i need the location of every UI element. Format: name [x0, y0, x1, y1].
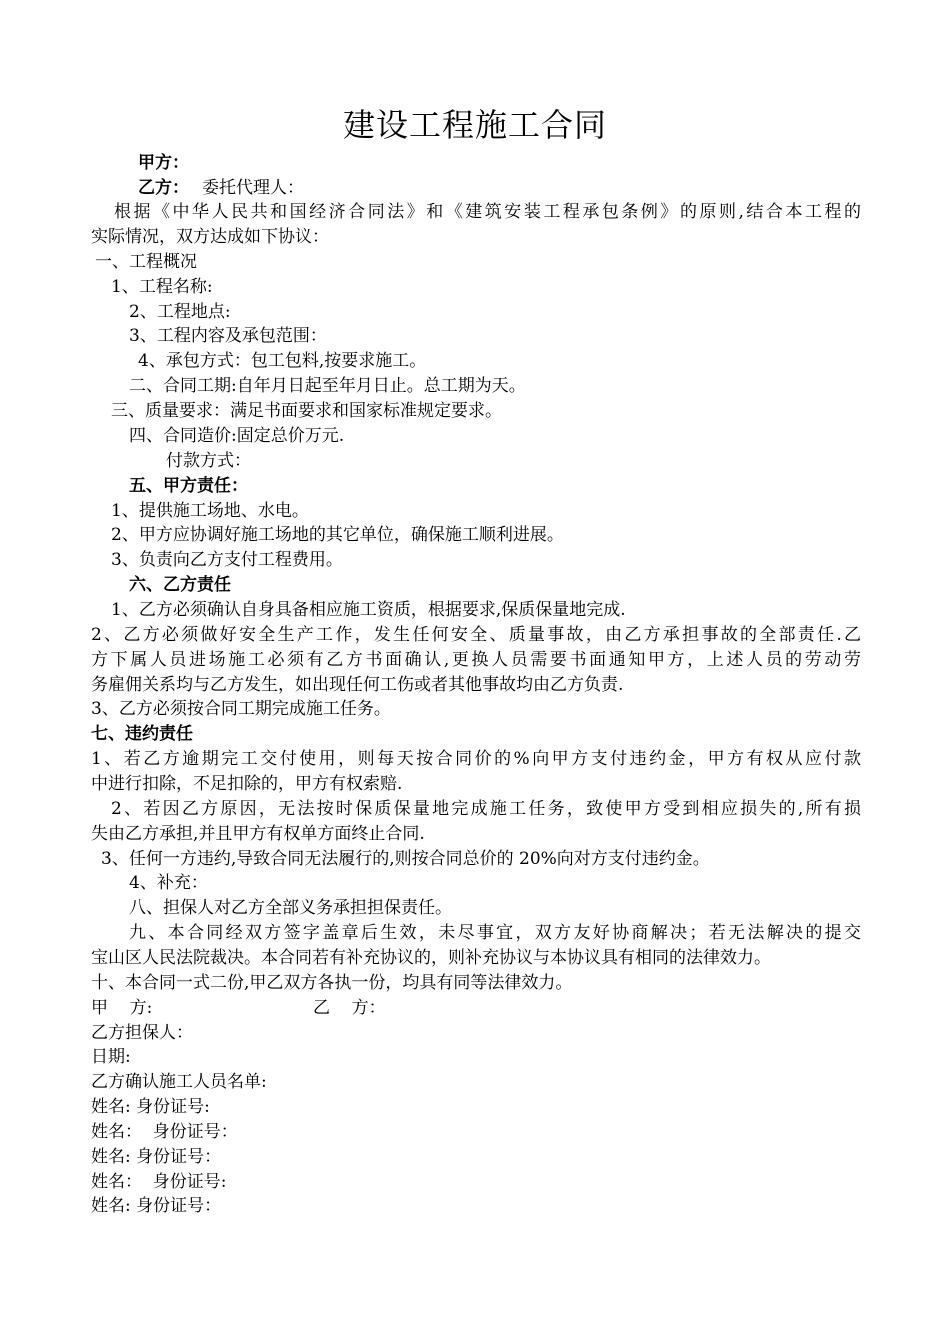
preamble-line-1: 根据《中华人民共和国经济合同法》和《建筑安装工程承包条例》的原则,结合本工程的	[114, 202, 861, 222]
section-9-line-1: 九、本合同经双方签字盖章后生效，未尽事宜，双方友好协商解决；若无法解决的提交	[129, 923, 861, 943]
section-6-item-2-line-1: 2、乙方必须做好安全生产工作，发生任何安全、质量事故，由乙方承担事故的全部责任.乙	[91, 625, 861, 645]
worker-row: 姓名: 身份证号:	[91, 1097, 210, 1117]
worker-row: 姓名: 身份证号：	[91, 1196, 222, 1216]
party-a-label: 甲方：	[138, 153, 189, 173]
agent-label: 委托代理人：	[202, 178, 304, 198]
section-4-price: 四、合同造价:固定总价万元.	[129, 426, 345, 446]
section-7-heading: 七、违约责任	[91, 724, 193, 744]
section-6-item-3: 3、乙方必须按合同工期完成施工任务。	[91, 699, 391, 719]
worker-row: 姓名： 身份证号：	[91, 1122, 238, 1142]
section-1-item-1: 1、工程名称:	[111, 277, 213, 297]
date-label: 日期:	[91, 1047, 131, 1067]
signature-party-b: 乙 方：	[313, 998, 386, 1018]
section-1-item-3: 3、工程内容及承包范围：	[129, 326, 327, 346]
section-3-quality: 三、质量要求：满足书面要求和国家标准规定要求。	[111, 401, 502, 421]
section-9-line-2: 宝山区人民法院裁决。本合同若有补充协议的，则补充协议与本协议具有相同的法律效力。	[91, 948, 771, 968]
section-7-item-4: 4、补充：	[129, 873, 208, 893]
section-5-heading: 五、甲方责任：	[129, 476, 248, 496]
worker-row: 姓名: 身份证号：	[91, 1147, 222, 1167]
section-10: 十、本合同一式二份,甲乙双方各执一份，均具有同等法律效力。	[91, 973, 573, 993]
section-5-item-3: 3、负责向乙方支付工程费用。	[111, 550, 343, 570]
section-1-heading: 一、工程概况	[95, 252, 197, 272]
section-7-item-2-line-1: 2、若因乙方原因，无法按时保质保量地完成施工任务，致使甲方受到相应损失的,所有损	[111, 799, 861, 819]
party-b-label: 乙方：	[138, 178, 189, 198]
section-7-item-1-line-2: 中进行扣除，不足扣除的，甲方有权索赔.	[91, 774, 403, 794]
section-1-item-2: 2、工程地点:	[129, 302, 231, 322]
guarantor-label: 乙方担保人：	[91, 1023, 193, 1043]
section-7-item-3: 3、任何一方违约,导致合同无法履行的,则按合同总价的 20%向对方支付违约金。	[101, 849, 710, 869]
preamble-line-2: 实际情况，双方达成如下协议：	[91, 227, 329, 247]
section-2-term: 二、合同工期:自年月日起至年月日止。总工期为天。	[129, 376, 526, 396]
section-6-item-2-line-2: 方下属人员进场施工必须有乙方书面确认,更换人员需要书面通知甲方，上述人员的劳动劳	[91, 650, 861, 670]
payment-method: 付款方式：	[166, 451, 251, 471]
worker-list-heading: 乙方确认施工人员名单:	[91, 1072, 267, 1092]
signature-party-a: 甲 方:	[91, 998, 153, 1018]
section-5-item-2: 2、甲方应协调好施工场地的其它单位，确保施工顺利进展。	[111, 525, 564, 545]
section-6-item-2-line-3: 务雇佣关系均与乙方发生，如出现任何工伤或者其他事故均由乙方负责.	[91, 675, 624, 695]
section-5-item-1: 1、提供施工场地、水电。	[111, 501, 309, 521]
section-7-item-2-line-2: 失由乙方承担,并且甲方有权单方面终止合同.	[91, 824, 425, 844]
section-1-item-4: 4、承包方式：包工包料,按要求施工。	[138, 351, 427, 371]
worker-row: 姓名： 身份证号:	[91, 1172, 227, 1192]
contract-title: 建设工程施工合同	[342, 106, 607, 144]
section-6-heading: 六、乙方责任	[129, 575, 231, 595]
section-7-item-1-line-1: 1、若乙方逾期完工交付使用，则每天按合同价的%向甲方支付违约金，甲方有权从应付款	[91, 749, 861, 769]
section-8: 八、担保人对乙方全部义务承担担保责任。	[129, 898, 452, 918]
section-6-item-1: 1、乙方必须确认自身具备相应施工资质，根据要求,保质保量地完成.	[111, 600, 626, 620]
